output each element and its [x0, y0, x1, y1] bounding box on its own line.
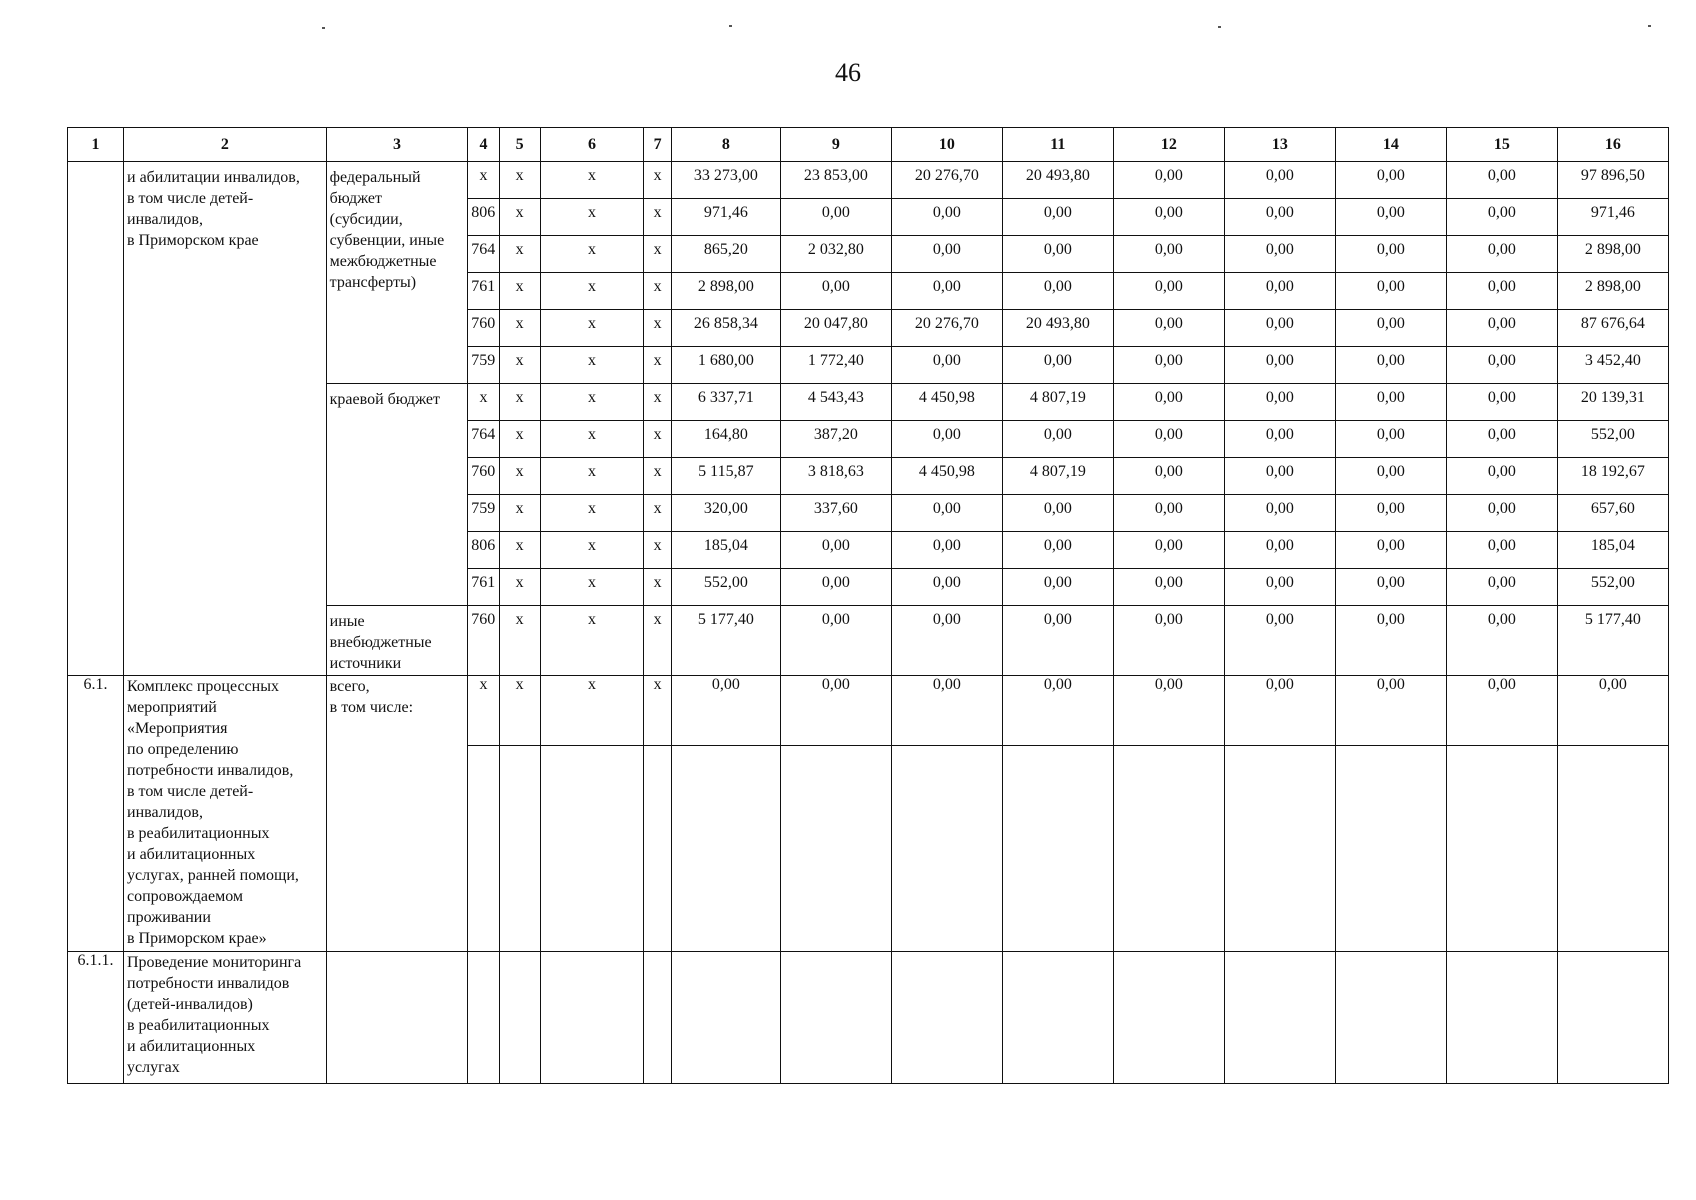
amount-cell: 0,00 — [780, 199, 891, 236]
column-5-cell: х — [499, 458, 540, 495]
amount-cell: 552,00 — [1557, 569, 1668, 606]
column-4-cell: 806 — [468, 199, 500, 236]
column-7-cell: х — [644, 532, 671, 569]
section-name-cell: Проведение мониторинга потребности инвалидов (детей-инвалидов) в реабилитационных и абилитационных услугах — [124, 952, 327, 1084]
amount-cell: 0,00 — [780, 606, 891, 676]
amount-cell: 5 177,40 — [1557, 606, 1668, 676]
amount-cell: 2 898,00 — [671, 273, 780, 310]
amount-cell: 0,00 — [1446, 384, 1557, 421]
amount-cell: 0,00 — [1002, 569, 1113, 606]
amount-cell: 552,00 — [1557, 421, 1668, 458]
amount-cell: 97 896,50 — [1557, 162, 1668, 199]
amount-cell: 0,00 — [891, 532, 1002, 569]
header-cell: 6 — [540, 128, 644, 162]
amount-cell: 20 047,80 — [780, 310, 891, 347]
column-7-cell: х — [644, 606, 671, 676]
column-5-cell: х — [499, 310, 540, 347]
amount-cell: 0,00 — [1446, 532, 1557, 569]
header-cell: 3 — [326, 128, 468, 162]
column-5-cell: х — [499, 532, 540, 569]
amount-cell: 87 676,64 — [1557, 310, 1668, 347]
column-6-cell: х — [540, 421, 644, 458]
amount-cell: 0,00 — [1113, 384, 1224, 421]
column-5-cell: х — [499, 199, 540, 236]
header-cell: 13 — [1224, 128, 1335, 162]
column-6-cell: х — [540, 199, 644, 236]
amount-cell: 0,00 — [1446, 421, 1557, 458]
amount-cell: 0,00 — [1335, 310, 1446, 347]
empty-cell — [671, 746, 780, 952]
empty-cell — [780, 746, 891, 952]
header-cell: 7 — [644, 128, 671, 162]
amount-cell: 0,00 — [891, 347, 1002, 384]
column-7-cell: х — [644, 676, 671, 746]
amount-cell: 971,46 — [671, 199, 780, 236]
amount-cell: 5 177,40 — [671, 606, 780, 676]
column-7-cell: х — [644, 236, 671, 273]
scan-speck — [322, 27, 325, 29]
column-4-cell: 760 — [468, 606, 500, 676]
empty-cell — [780, 952, 891, 1084]
column-4-cell: х — [468, 162, 500, 199]
amount-cell: 0,00 — [1224, 273, 1335, 310]
section-number-cell: 6.1. — [68, 676, 124, 952]
scan-speck — [1218, 26, 1221, 28]
empty-cell — [891, 746, 1002, 952]
amount-cell: 3 818,63 — [780, 458, 891, 495]
empty-cell — [1446, 746, 1557, 952]
column-6-cell: х — [540, 310, 644, 347]
amount-cell: 18 192,67 — [1557, 458, 1668, 495]
amount-cell: 0,00 — [1002, 676, 1113, 746]
amount-cell: 552,00 — [671, 569, 780, 606]
empty-cell — [468, 952, 500, 1084]
amount-cell: 0,00 — [891, 569, 1002, 606]
amount-cell: 657,60 — [1557, 495, 1668, 532]
column-5-cell: х — [499, 676, 540, 746]
header-cell: 1 — [68, 128, 124, 162]
column-6-cell: х — [540, 236, 644, 273]
header-cell: 5 — [499, 128, 540, 162]
amount-cell: 0,00 — [1113, 532, 1224, 569]
column-4-cell: х — [468, 384, 500, 421]
table-row — [68, 676, 1669, 746]
amount-cell: 0,00 — [780, 676, 891, 746]
column-4-cell: 764 — [468, 236, 500, 273]
amount-cell: 0,00 — [891, 273, 1002, 310]
row-number-cell — [68, 162, 124, 676]
table-row — [68, 952, 1669, 1084]
amount-cell: 4 807,19 — [1002, 384, 1113, 421]
amount-cell: 387,20 — [780, 421, 891, 458]
amount-cell: 0,00 — [891, 199, 1002, 236]
column-7-cell: х — [644, 347, 671, 384]
column-5-cell: х — [499, 495, 540, 532]
column-7-cell: х — [644, 421, 671, 458]
column-6-cell: х — [540, 532, 644, 569]
column-4-cell: 760 — [468, 310, 500, 347]
empty-cell — [1335, 746, 1446, 952]
column-7-cell: х — [644, 310, 671, 347]
column-5-cell: х — [499, 421, 540, 458]
column-4-cell: 761 — [468, 569, 500, 606]
page-number: 46 — [835, 58, 861, 87]
amount-cell: 0,00 — [1113, 421, 1224, 458]
amount-cell: 0,00 — [1002, 532, 1113, 569]
amount-cell: 0,00 — [1224, 676, 1335, 746]
amount-cell: 185,04 — [1557, 532, 1668, 569]
amount-cell: 0,00 — [1224, 347, 1335, 384]
amount-cell: 33 273,00 — [671, 162, 780, 199]
amount-cell: 0,00 — [780, 532, 891, 569]
amount-cell: 0,00 — [1224, 606, 1335, 676]
column-6-cell: х — [540, 495, 644, 532]
section-name-cell: Комплекс процессных мероприятий «Мероприятия по определению потребности инвалидов, в том числе детей- инвалидов, в реабилитационных и абилитационных услугах, ранней помощи, сопровождаемом проживании в Приморском крае» — [124, 676, 327, 952]
empty-cell — [671, 952, 780, 1084]
amount-cell: 865,20 — [671, 236, 780, 273]
amount-cell: 20 139,31 — [1557, 384, 1668, 421]
amount-cell: 0,00 — [1224, 569, 1335, 606]
amount-cell: 0,00 — [1113, 199, 1224, 236]
amount-cell: 0,00 — [891, 606, 1002, 676]
empty-cell — [1113, 952, 1224, 1084]
empty-cell — [1557, 952, 1668, 1084]
header-cell: 12 — [1113, 128, 1224, 162]
column-7-cell: х — [644, 458, 671, 495]
amount-cell: 0,00 — [1113, 162, 1224, 199]
column-6-cell: х — [540, 384, 644, 421]
column-7-cell: х — [644, 569, 671, 606]
amount-cell: 0,00 — [1335, 569, 1446, 606]
header-cell: 16 — [1557, 128, 1668, 162]
amount-cell: 0,00 — [1113, 273, 1224, 310]
amount-cell: 0,00 — [1335, 273, 1446, 310]
column-4-cell: 759 — [468, 495, 500, 532]
empty-cell — [1446, 952, 1557, 1084]
column-6-cell: х — [540, 162, 644, 199]
amount-cell: 0,00 — [891, 421, 1002, 458]
amount-cell: 0,00 — [1002, 495, 1113, 532]
column-5-cell: х — [499, 236, 540, 273]
amount-cell: 0,00 — [1446, 162, 1557, 199]
column-5-cell: х — [499, 347, 540, 384]
amount-cell: 0,00 — [1446, 569, 1557, 606]
amount-cell: 185,04 — [671, 532, 780, 569]
empty-cell — [1002, 746, 1113, 952]
column-6-cell: х — [540, 606, 644, 676]
funding-source-cell: всего, в том числе: — [326, 676, 468, 952]
empty-cell — [468, 746, 500, 952]
amount-cell: 0,00 — [1113, 458, 1224, 495]
amount-cell: 0,00 — [1224, 162, 1335, 199]
empty-cell — [1335, 952, 1446, 1084]
header-cell: 11 — [1002, 128, 1113, 162]
amount-cell: 20 276,70 — [891, 162, 1002, 199]
column-5-cell: х — [499, 606, 540, 676]
amount-cell: 0,00 — [1002, 347, 1113, 384]
amount-cell: 0,00 — [1446, 273, 1557, 310]
header-cell: 8 — [671, 128, 780, 162]
header-cell: 15 — [1446, 128, 1557, 162]
funding-source-cell: федеральный бюджет (субсидии, субвенции, иные межбюджетные трансферты) — [326, 162, 468, 384]
amount-cell: 4 450,98 — [891, 458, 1002, 495]
column-6-cell: х — [540, 458, 644, 495]
empty-cell — [540, 746, 644, 952]
scan-speck — [1648, 25, 1651, 27]
amount-cell: 0,00 — [1335, 532, 1446, 569]
amount-cell: 0,00 — [1224, 458, 1335, 495]
amount-cell: 0,00 — [1335, 162, 1446, 199]
amount-cell: 0,00 — [1446, 310, 1557, 347]
amount-cell: 26 858,34 — [671, 310, 780, 347]
amount-cell: 0,00 — [1335, 458, 1446, 495]
column-5-cell: х — [499, 273, 540, 310]
column-4-cell: 760 — [468, 458, 500, 495]
column-6-cell: х — [540, 347, 644, 384]
header-cell: 4 — [468, 128, 500, 162]
header-row — [68, 128, 1669, 162]
amount-cell: 0,00 — [1335, 384, 1446, 421]
amount-cell: 5 115,87 — [671, 458, 780, 495]
amount-cell: 20 493,80 — [1002, 310, 1113, 347]
amount-cell: 0,00 — [1224, 384, 1335, 421]
amount-cell: 0,00 — [1002, 273, 1113, 310]
empty-cell — [1224, 746, 1335, 952]
amount-cell: 0,00 — [1002, 236, 1113, 273]
amount-cell: 0,00 — [1335, 199, 1446, 236]
scan-speck — [729, 25, 732, 27]
amount-cell: 0,00 — [780, 569, 891, 606]
amount-cell: 6 337,71 — [671, 384, 780, 421]
column-5-cell: х — [499, 569, 540, 606]
budget-table — [67, 127, 1669, 1084]
funding-source-cell: краевой бюджет — [326, 384, 468, 606]
header-cell: 2 — [124, 128, 327, 162]
amount-cell: 1 772,40 — [780, 347, 891, 384]
amount-cell: 0,00 — [891, 676, 1002, 746]
amount-cell: 0,00 — [1224, 199, 1335, 236]
amount-cell: 0,00 — [1446, 347, 1557, 384]
amount-cell: 0,00 — [1002, 606, 1113, 676]
amount-cell: 0,00 — [1224, 421, 1335, 458]
empty-cell — [540, 952, 644, 1084]
amount-cell: 0,00 — [891, 236, 1002, 273]
amount-cell: 0,00 — [1002, 199, 1113, 236]
header-cell: 14 — [1335, 128, 1446, 162]
amount-cell: 0,00 — [1335, 606, 1446, 676]
amount-cell: 0,00 — [1446, 676, 1557, 746]
section-number-cell: 6.1.1. — [68, 952, 124, 1084]
empty-cell — [644, 746, 671, 952]
amount-cell: 0,00 — [1113, 347, 1224, 384]
amount-cell: 0,00 — [1113, 310, 1224, 347]
amount-cell: 0,00 — [1446, 236, 1557, 273]
amount-cell: 0,00 — [1002, 421, 1113, 458]
amount-cell: 0,00 — [1113, 569, 1224, 606]
funding-source-cell: иные внебюджетные источники — [326, 606, 468, 676]
amount-cell: 0,00 — [1335, 347, 1446, 384]
header-cell: 9 — [780, 128, 891, 162]
item-name-cell: и абилитации инвалидов, в том числе детей- инвалидов, в Приморском крае — [124, 162, 327, 676]
amount-cell: 0,00 — [1335, 421, 1446, 458]
column-6-cell: х — [540, 676, 644, 746]
amount-cell: 971,46 — [1557, 199, 1668, 236]
empty-cell — [499, 746, 540, 952]
amount-cell: 0,00 — [1113, 236, 1224, 273]
amount-cell: 320,00 — [671, 495, 780, 532]
column-7-cell: х — [644, 199, 671, 236]
table-body — [68, 162, 1669, 1084]
amount-cell: 2 032,80 — [780, 236, 891, 273]
empty-cell — [326, 952, 468, 1084]
column-6-cell: х — [540, 273, 644, 310]
amount-cell: 0,00 — [1224, 236, 1335, 273]
amount-cell: 0,00 — [1224, 532, 1335, 569]
column-4-cell: 759 — [468, 347, 500, 384]
amount-cell: 0,00 — [1113, 676, 1224, 746]
amount-cell: 164,80 — [671, 421, 780, 458]
column-7-cell: х — [644, 162, 671, 199]
amount-cell: 2 898,00 — [1557, 273, 1668, 310]
amount-cell: 0,00 — [780, 273, 891, 310]
amount-cell: 0,00 — [1446, 495, 1557, 532]
column-5-cell: х — [499, 162, 540, 199]
amount-cell: 4 543,43 — [780, 384, 891, 421]
column-4-cell: 761 — [468, 273, 500, 310]
column-7-cell: х — [644, 495, 671, 532]
amount-cell: 0,00 — [1224, 495, 1335, 532]
column-4-cell: 806 — [468, 532, 500, 569]
amount-cell: 23 853,00 — [780, 162, 891, 199]
column-7-cell: х — [644, 273, 671, 310]
empty-cell — [1557, 746, 1668, 952]
amount-cell: 0,00 — [1113, 495, 1224, 532]
column-7-cell: х — [644, 384, 671, 421]
amount-cell: 0,00 — [1446, 458, 1557, 495]
empty-cell — [1002, 952, 1113, 1084]
amount-cell: 0,00 — [1113, 606, 1224, 676]
amount-cell: 1 680,00 — [671, 347, 780, 384]
amount-cell: 0,00 — [1335, 676, 1446, 746]
column-5-cell: х — [499, 384, 540, 421]
amount-cell: 0,00 — [671, 676, 780, 746]
amount-cell: 0,00 — [1557, 676, 1668, 746]
amount-cell: 2 898,00 — [1557, 236, 1668, 273]
amount-cell: 3 452,40 — [1557, 347, 1668, 384]
header-cell: 10 — [891, 128, 1002, 162]
amount-cell: 4 450,98 — [891, 384, 1002, 421]
amount-cell: 0,00 — [1446, 606, 1557, 676]
amount-cell: 0,00 — [1446, 199, 1557, 236]
amount-cell: 0,00 — [1335, 495, 1446, 532]
amount-cell: 0,00 — [1224, 310, 1335, 347]
column-4-cell: х — [468, 676, 500, 746]
empty-cell — [1113, 746, 1224, 952]
table-row — [68, 162, 1669, 199]
amount-cell: 337,60 — [780, 495, 891, 532]
empty-cell — [644, 952, 671, 1084]
amount-cell: 20 276,70 — [891, 310, 1002, 347]
empty-cell — [499, 952, 540, 1084]
column-6-cell: х — [540, 569, 644, 606]
amount-cell: 4 807,19 — [1002, 458, 1113, 495]
amount-cell: 0,00 — [1335, 236, 1446, 273]
empty-cell — [1224, 952, 1335, 1084]
amount-cell: 0,00 — [891, 495, 1002, 532]
column-4-cell: 764 — [468, 421, 500, 458]
empty-cell — [891, 952, 1002, 1084]
amount-cell: 20 493,80 — [1002, 162, 1113, 199]
